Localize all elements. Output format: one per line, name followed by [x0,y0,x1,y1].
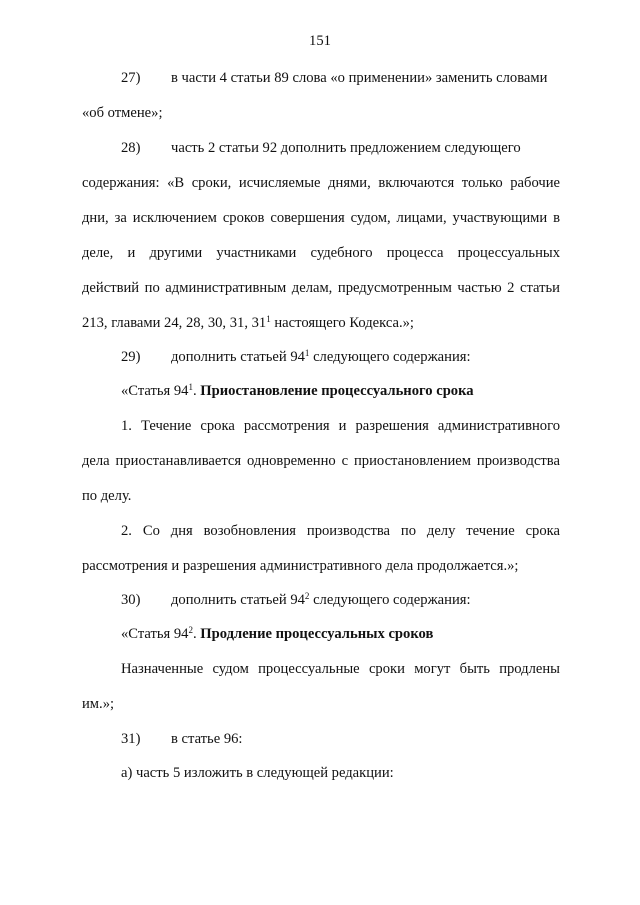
article-94-1-p2-line-2: рассмотрения и разрешения административного дела продолжается.»; [82,558,519,574]
article-94-1-heading [121,382,560,400]
article-94-1-p2-line-1: 2. Со дня возобновления производства по делу течение срока [121,523,560,539]
item-28-line-4: деле, и другими участниками судебного процесса процессуальных [82,245,560,261]
item-28-text: часть 2 статьи 92 дополнить предложением следующего [171,140,521,156]
item-28-number: 28) [121,140,141,156]
item-31-subitem-a: а) часть 5 изложить в следующей редакции: [121,765,394,781]
item-27-text: в части 4 статьи 89 слова «о применении» заменить словами [171,70,548,86]
item-28-line-6-text: 213, главами 24, 28, 30, 31, 31 [82,315,267,331]
item-31-line-1 [121,730,560,748]
superscript: 1 [304,348,310,358]
article-label-dot: . [192,626,201,642]
item-27-line-2: «об отмене»; [82,105,163,121]
article-title: Приостановление процессуального срока [200,383,474,399]
article-title: Продление процессуальных сроков [200,626,434,642]
article-94-2-p-line-2: им.»; [82,696,115,712]
item-28-line-5: действий по административным делам, предусмотренным частью 2 статьи [82,280,560,296]
superscript: 1 [188,382,193,392]
item-27-line-1 [121,69,560,87]
article-label-dot: . [192,383,201,399]
item-29-number: 29) [121,349,141,365]
item-31-number: 31) [121,731,141,747]
item-28-line-3: дни, за исключением сроков совершения судом, лицами, участвующими в [82,210,560,226]
item-31-text: в статье 96: [171,731,243,747]
item-29-text-end: следующего содержания: [309,349,471,365]
page-number: 151 [309,33,331,49]
item-29-text: дополнить статьей 94 [171,349,305,365]
article-label: «Статья 94 [121,626,189,642]
article-94-1-p1-line-2: дела приостанавливается одновременно с приостановлением производства [82,453,560,469]
article-94-1-p1-line-1: 1. Течение срока рассмотрения и разрешения административного [121,418,560,434]
superscript: 1 [266,314,271,324]
superscript: 2 [188,625,193,635]
item-28-line-2: содержания: «В сроки, исчисляемые днями, включаются только рабочие [82,175,560,191]
item-28-line-6-end: настоящего Кодекса.»; [270,315,414,331]
item-27-number: 27) [121,70,141,86]
item-30-text: дополнить статьей 94 [171,592,305,608]
superscript: 2 [304,591,310,601]
article-94-2-heading [121,625,560,643]
item-30-text-end: следующего содержания: [309,592,471,608]
item-29-line-1 [121,348,560,366]
item-30-number: 30) [121,592,141,608]
article-94-1-p1-line-3: по делу. [82,488,132,504]
item-28-line-1 [121,139,560,157]
item-30-line-1 [121,591,560,609]
article-label: «Статья 94 [121,383,189,399]
article-94-2-p-line-1: Назначенные судом процессуальные сроки могут быть продлены [121,661,560,677]
item-28-line-6 [82,314,560,332]
